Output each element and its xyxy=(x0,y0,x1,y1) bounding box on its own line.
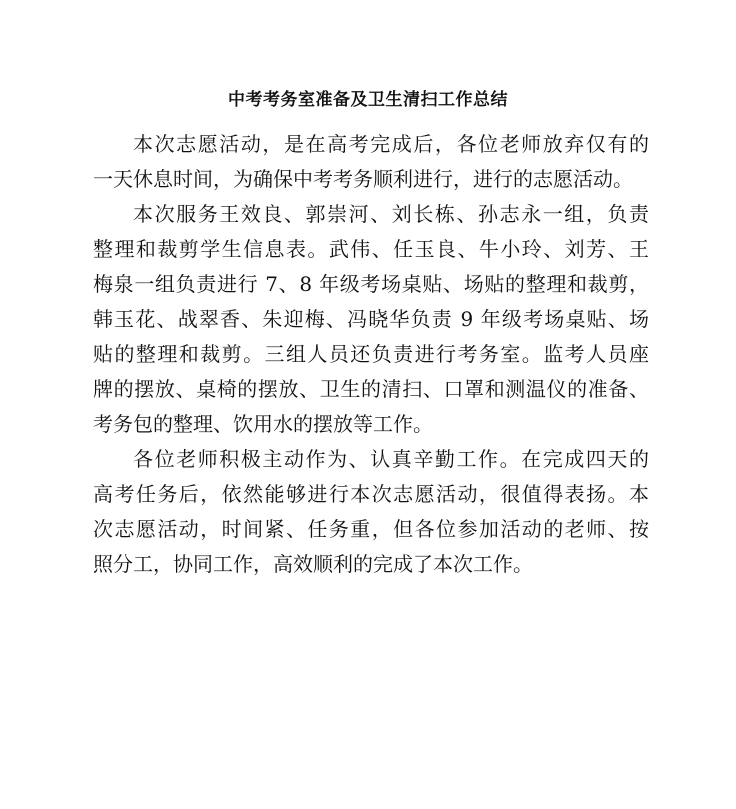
paragraph-line: 本次志愿活动，是在高考完成后，各位老师放弃仅有的 xyxy=(133,132,649,156)
paragraph-line: 梅泉一组负责进行 7、8 年级考场桌贴、场贴的整理和裁剪， xyxy=(93,272,649,296)
document-body xyxy=(93,127,649,582)
paragraph-line: 考务包的整理、饮用水的摆放等工作。 xyxy=(93,412,433,436)
paragraph-3 xyxy=(93,442,649,582)
paragraph-line: 韩玉花、战翠香、朱迎梅、冯晓华负责 9 年级考场桌贴、场 xyxy=(93,307,649,331)
paragraph-line: 次志愿活动，时间紧、任务重，但各位参加活动的老师、按 xyxy=(93,517,649,541)
paragraph-line: 各位老师积极主动作为、认真辛勤工作。在完成四天的 xyxy=(133,447,649,471)
paragraph-line: 贴的整理和裁剪。三组人员还负责进行考务室。监考人员座 xyxy=(93,342,649,366)
paragraph-line: 整理和裁剪学生信息表。武伟、任玉良、牛小玲、刘芳、王 xyxy=(93,237,649,261)
paragraph-2 xyxy=(93,197,649,442)
paragraph-1 xyxy=(93,127,649,197)
paragraph-line: 一天休息时间，为确保中考考务顺利进行，进行的志愿活动。 xyxy=(93,167,633,191)
paragraph-line: 牌的摆放、桌椅的摆放、卫生的清扫、口罩和测温仪的准备、 xyxy=(93,377,649,401)
document-title xyxy=(0,88,736,112)
paragraph-line: 照分工，协同工作，高效顺利的完成了本次工作。 xyxy=(93,552,533,576)
title-text: 中考考务室准备及卫生清扫工作总结 xyxy=(228,90,508,110)
paragraph-line: 高考任务后，依然能够进行本次志愿活动，很值得表扬。本 xyxy=(93,482,649,506)
paragraph-line: 本次服务王效良、郭崇河、刘长栋、孙志永一组，负责 xyxy=(133,202,649,226)
